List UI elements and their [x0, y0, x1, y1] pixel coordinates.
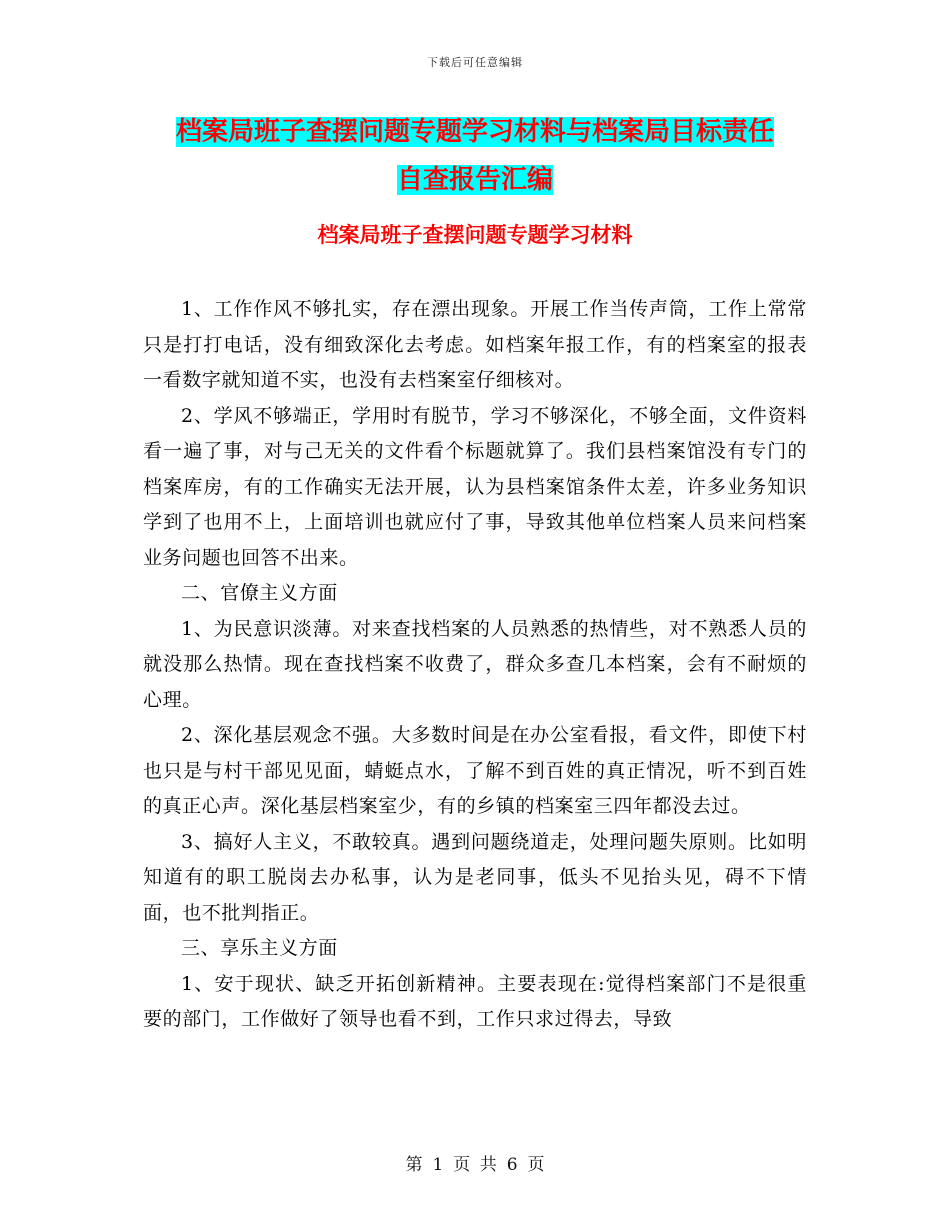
- footer-suffix: 页: [527, 1155, 545, 1175]
- document-title-line-1: 档案局班子查摆问题专题学习材料与档案局目标责任: [175, 117, 774, 147]
- header-note: 下载后可任意编辑: [427, 56, 523, 69]
- paragraph: 1、工作作风不够扎实，存在漂出现象。开展工作当传声筒，工作上常常只是打打电话，没有细致深化去考虑。如档案年报工作，有的档案室的报表一看数字就知道不实，也没有去档案室仔细核对。: [143, 298, 807, 391]
- subheading: 二、官僚主义方面: [181, 582, 338, 604]
- section-title: 档案局班子查摆问题专题学习材料: [317, 223, 633, 247]
- paragraph: 1、安于现状、缺乏开拓创新精神。主要表现在:觉得档案部门不是很重要的部门，工作做好了领导也看不到，工作只求过得去，导致: [143, 972, 807, 1030]
- page-number: 1: [432, 1155, 444, 1175]
- document-body: [143, 292, 807, 1038]
- subheading: 三、享乐主义方面: [181, 937, 338, 959]
- document-title-line-2: 自查报告汇编: [396, 165, 553, 195]
- page-footer: [0, 1150, 950, 1175]
- document-title: [140, 108, 810, 204]
- footer-prefix: 第: [405, 1155, 423, 1175]
- paragraph: 2、学风不够端正，学用时有脱节，学习不够深化，不够全面，文件资料看一遍了事，对与己无关的文件看个标题就算了。我们县档案馆没有专门的档案库房，有的工作确实无法开展，认为县档案馆条件太差，许多业务知识学到了也用不上，上面培训也就应付了事，导致其他单位档案人员来问档案业务问题也回答不出来。: [143, 404, 807, 569]
- paragraph: 1、为民意识淡薄。对来查找档案的人员熟悉的热情些，对不熟悉人员的就没那么热情。现在查找档案不收费了，群众多查几本档案，会有不耐烦的心理。: [143, 617, 807, 711]
- page-total: 6: [506, 1155, 518, 1175]
- paragraph: 2、深化基层观念不强。大多数时间是在办公室看报，看文件，即使下村也只是与村干部见见面，蜻蜓点水，了解不到百姓的真正情况，听不到百姓的真正心声。深化基层档案室少，有的乡镇的档案室三四年都没去过。: [143, 724, 807, 817]
- footer-middle: 页 共: [453, 1155, 497, 1175]
- paragraph: 3、搞好人主义，不敢较真。遇到问题绕道走，处理问题失原则。比如明知道有的职工脱岗去办私事，认为是老同事，低头不见抬头见，碍不下情面，也不批判指正。: [143, 830, 807, 924]
